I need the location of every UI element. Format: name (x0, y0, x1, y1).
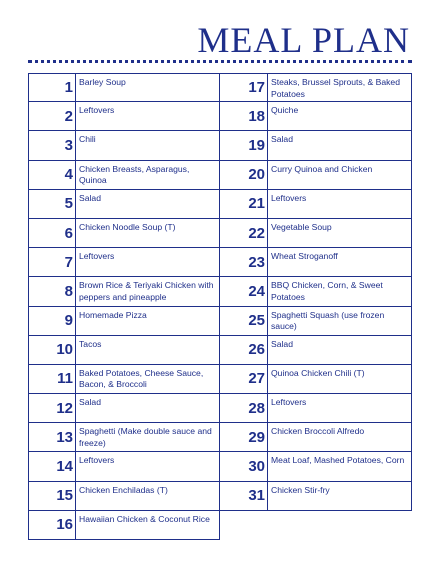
meal-row (220, 423, 412, 452)
day-number: 26 (220, 336, 268, 365)
day-number: 25 (220, 307, 268, 336)
day-number: 23 (220, 248, 268, 277)
day-number: 15 (28, 482, 76, 511)
day-number: 2 (28, 102, 76, 131)
meal-text: Leftovers (76, 248, 220, 277)
meal-row (28, 73, 220, 102)
day-number: 30 (220, 452, 268, 481)
day-number: 7 (28, 248, 76, 277)
meal-text: Curry Quinoa and Chicken (268, 161, 412, 190)
meal-row (28, 423, 220, 452)
meal-text: Barley Soup (76, 73, 220, 102)
day-number: 3 (28, 131, 76, 160)
day-number: 1 (28, 73, 76, 102)
meal-text: Leftovers (268, 190, 412, 219)
meal-text: Wheat Stroganoff (268, 248, 412, 277)
meal-row (28, 307, 220, 336)
day-number: 24 (220, 277, 268, 306)
day-number: 21 (220, 190, 268, 219)
page-title: MEAL PLAN (197, 20, 410, 60)
meal-text: Meat Loaf, Mashed Potatoes, Corn (268, 452, 412, 481)
day-number: 17 (220, 73, 268, 102)
meal-text: Leftovers (76, 452, 220, 481)
meal-text: Chili (76, 131, 220, 160)
meal-row (28, 131, 220, 160)
meal-text: Quiche (268, 102, 412, 131)
day-number: 9 (28, 307, 76, 336)
day-number: 13 (28, 423, 76, 452)
left-column (28, 73, 220, 540)
meal-row (28, 277, 220, 306)
meal-row (220, 394, 412, 423)
meal-text: Salad (76, 394, 220, 423)
meal-text: Chicken Enchiladas (T) (76, 482, 220, 511)
meal-text: Leftovers (268, 394, 412, 423)
meal-text: Chicken Noodle Soup (T) (76, 219, 220, 248)
meal-row (28, 336, 220, 365)
day-number: 20 (220, 161, 268, 190)
meal-text: Quinoa Chicken Chili (T) (268, 365, 412, 394)
meal-text: Baked Potatoes, Cheese Sauce, Bacon, & Broccoli (76, 365, 220, 394)
meal-text: Chicken Broccoli Alfredo (268, 423, 412, 452)
meal-row (220, 482, 412, 511)
meal-row (28, 452, 220, 481)
meal-text: Tacos (76, 336, 220, 365)
meal-text: Homemade Pizza (76, 307, 220, 336)
meal-row (220, 73, 412, 102)
meal-row (220, 219, 412, 248)
meal-row (28, 248, 220, 277)
meal-text: Brown Rice & Teriyaki Chicken with peppers and pineapple (76, 277, 220, 306)
meal-row (220, 365, 412, 394)
day-number: 16 (28, 511, 76, 540)
day-number: 28 (220, 394, 268, 423)
meal-text: Chicken Breasts, Asparagus, Quinoa (76, 161, 220, 190)
meal-text: Salad (268, 131, 412, 160)
meal-row (220, 248, 412, 277)
meal-row (220, 161, 412, 190)
meal-text: Spaghetti (Make double sauce and freeze) (76, 423, 220, 452)
day-number: 22 (220, 219, 268, 248)
meal-row (28, 102, 220, 131)
meal-row (220, 307, 412, 336)
meal-text: Vegetable Soup (268, 219, 412, 248)
day-number: 18 (220, 102, 268, 131)
meal-row (28, 394, 220, 423)
meal-row (220, 131, 412, 160)
day-number: 10 (28, 336, 76, 365)
day-number: 6 (28, 219, 76, 248)
right-column (220, 73, 412, 511)
meal-row (28, 161, 220, 190)
meal-row (220, 452, 412, 481)
day-number: 8 (28, 277, 76, 306)
day-number: 11 (28, 365, 76, 394)
day-number: 27 (220, 365, 268, 394)
meal-row (28, 511, 220, 540)
meal-text: BBQ Chicken, Corn, & Sweet Potatoes (268, 277, 412, 306)
meal-row (28, 219, 220, 248)
meal-text: Salad (76, 190, 220, 219)
day-number: 14 (28, 452, 76, 481)
day-number: 19 (220, 131, 268, 160)
meal-text: Leftovers (76, 102, 220, 131)
meal-text: Salad (268, 336, 412, 365)
meal-row (220, 277, 412, 306)
meal-row (28, 190, 220, 219)
meal-row (28, 365, 220, 394)
day-number: 4 (28, 161, 76, 190)
meal-row (28, 482, 220, 511)
dotted-divider (28, 60, 412, 63)
day-number: 12 (28, 394, 76, 423)
day-number: 29 (220, 423, 268, 452)
meal-row (220, 102, 412, 131)
meal-row (220, 336, 412, 365)
meal-text: Hawaiian Chicken & Coconut Rice (76, 511, 220, 540)
meal-row (220, 190, 412, 219)
meal-text: Chicken Stir-fry (268, 482, 412, 511)
day-number: 31 (220, 482, 268, 511)
meal-text: Steaks, Brussel Sprouts, & Baked Potatoes (268, 73, 412, 102)
meal-text: Spaghetti Squash (use frozen sauce) (268, 307, 412, 336)
day-number: 5 (28, 190, 76, 219)
